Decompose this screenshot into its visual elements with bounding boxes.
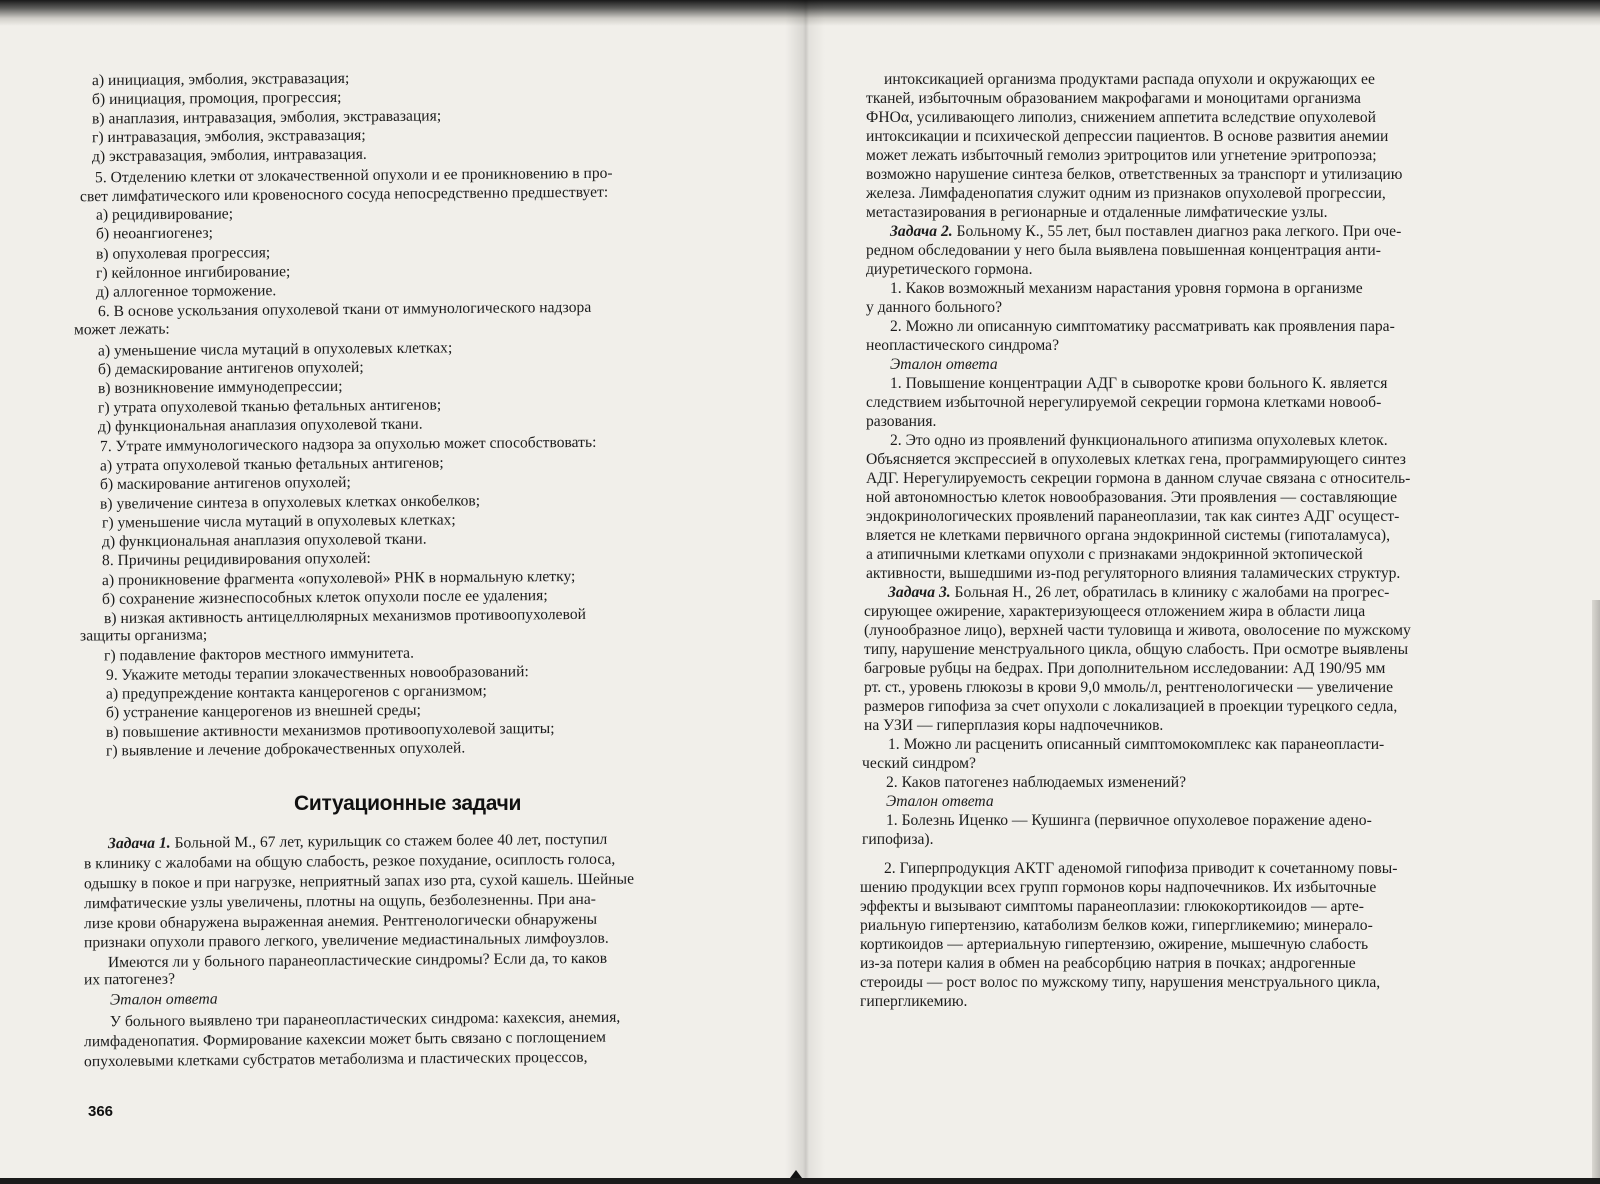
text-line: У больного выявлено три паранеопластических синдрома: кахексия, анемия, bbox=[109, 1008, 621, 1031]
text-line: г) выявление и лечение доброкачественных опухолей. bbox=[105, 739, 466, 760]
text-line: 9. Укажите методы терапии злокачественных новообразований: bbox=[105, 663, 529, 684]
text-line: лимфаденопатия. Формирование кахексии может быть связано с поглощением bbox=[83, 1028, 607, 1051]
task-2-label: Задача 2. bbox=[890, 223, 953, 240]
answer-label: Эталон ответа bbox=[109, 990, 218, 1009]
text-line: АДГ. Нерегулируемость секреции гормона в данном случае связана с относитель- bbox=[866, 470, 1411, 487]
text-line: д) функциональная анаплазия опухолевой ткани. bbox=[97, 415, 423, 436]
text-line: следствием избыточной нерегулируемой секреции гормона клетками новооб- bbox=[866, 394, 1382, 411]
text-line: (лунообразное лицо), верхней части туловища и живота, оволосение по мужскому bbox=[864, 622, 1411, 639]
text-line: д) экстравазация, эмболия, интравазация. bbox=[91, 145, 367, 166]
text-line: Объясняется экспрессией в опухолевых клетках гена, программирующего синтез bbox=[866, 451, 1406, 468]
text-line: в) низкая активность антицеллюлярных механизмов противоопухолевой bbox=[103, 605, 587, 628]
text-line: рт. ст., уровень глюкозы в крови 9,0 ммоль/л, рентгенологически — увеличение bbox=[864, 679, 1394, 696]
text-line: лизе крови обнаружена выраженная анемия. Рентгенологически обнаружены bbox=[83, 910, 598, 933]
text-line: у данного больного? bbox=[866, 299, 1003, 316]
text-line: ФНОα, усиливающего липолиз, снижением аппетита вследствие опухолевой bbox=[866, 109, 1377, 126]
text-line: багровые рубцы на бедрах. При дополнительном исследовании: АД 190/95 мм bbox=[864, 660, 1386, 677]
task-2-text: Больному К., 55 лет, был поставлен диагноз рака легкого. При оче- bbox=[952, 223, 1402, 240]
text-line: интоксикацией организма продуктами распада опухоли и окружающих ее bbox=[884, 71, 1375, 88]
text-line: б) сохранение жизнеспособных клеток опухоли после ее удаления; bbox=[101, 587, 548, 608]
text-line: одышку в покое и при нагрузке, неприятный запах изо рта, сухой кашель. Шейные bbox=[83, 870, 635, 893]
text-line: сирующее ожирение, характеризующееся отложением жира в области лица bbox=[864, 603, 1366, 620]
text-line: типу, нарушение менструального цикла, общую слабость. При осмотре выявлены bbox=[864, 641, 1409, 658]
text-line: г) кейлонное ингибирование; bbox=[95, 263, 291, 282]
text-line: железа. Лимфаденопатия служит одним из признаков опухолевой прогрессии, bbox=[866, 185, 1386, 202]
text-line: б) устранение канцерогенов из внешней среды; bbox=[105, 701, 422, 722]
book-gutter bbox=[785, 0, 825, 1184]
text-line: 6. В основе ускользания опухолевой ткани от иммунологического надзора bbox=[97, 298, 592, 321]
text-line: в) анаплазия, интравазация, эмболия, экстравазация; bbox=[91, 107, 442, 128]
text-line: Имеются ли у больного паранеопластические синдромы? Если да, то каков bbox=[107, 949, 608, 972]
task-1-text: Больной М., 67 лет, курильщик со стажем более 40 лет, поступил bbox=[170, 830, 608, 852]
text-line: опухолевыми клетками субстратов метаболизма и пластических процессов, bbox=[83, 1048, 588, 1071]
text-line: а) инициация, эмболия, экстравазация; bbox=[91, 69, 350, 90]
text-line: 8. Причины рецидивирования опухолей: bbox=[101, 549, 371, 570]
text-line: интоксикации и психической депрессии пациентов. В основе развития анемии bbox=[866, 128, 1389, 145]
text-line: в) возникновение иммунодепрессии; bbox=[97, 377, 343, 398]
text-line: б) демаскирование антигенов опухолей; bbox=[97, 358, 364, 379]
text-line: г) утрата опухолевой тканью фетальных антигенов; bbox=[97, 396, 442, 417]
text-line: а) рецидивирование; bbox=[95, 205, 234, 224]
task-1-label: Задача 1. bbox=[107, 834, 171, 853]
text-line: возможно нарушение синтеза белков, ответственных за транспорт и утилизацию bbox=[866, 166, 1403, 183]
text-line: кортикоидов — артериальную гипертензию, ожирение, мышечную слабость bbox=[860, 936, 1369, 953]
text-line: в) опухолевая прогрессия; bbox=[95, 244, 271, 263]
text-line: эффекты и вызывают симптомы паранеоплазии: глюкокортикоидов — арте- bbox=[860, 898, 1364, 915]
text-line: диуретического гормона. bbox=[866, 261, 1033, 278]
text-line: ной автономностью клеток новообразования. Эти проявления — составляющие bbox=[866, 489, 1398, 506]
task-3-first-line bbox=[888, 583, 1389, 602]
text-line: гипергликемию. bbox=[860, 993, 968, 1010]
task-3-label: Задача 3. bbox=[888, 584, 951, 601]
text-line: а) предупреждение контакта канцерогенов с организмом; bbox=[105, 682, 487, 703]
text-line: 7. Утрате иммунологического надзора за опухолью может способствовать: bbox=[99, 433, 597, 456]
text-line: метастазирования в регионарные и отдаленные лимфатические узлы. bbox=[866, 204, 1328, 221]
text-line: из-за потери калия в обмен на реабсорбцию натрия в почках; андрогенные bbox=[860, 955, 1356, 972]
text-line: неопластического синдрома? bbox=[866, 337, 1059, 354]
text-line: может лежать избыточный гемолиз эритроцитов или угнетение эритропоэза; bbox=[866, 147, 1377, 164]
text-line: эндокринологических проявлений паранеоплазии, так как синтез АДГ осущест- bbox=[866, 508, 1400, 525]
text-line: 1. Повышение концентрации АДГ в сыворотке крови больного К. является bbox=[890, 375, 1388, 392]
task-2-first-line bbox=[890, 222, 1401, 241]
text-line: г) уменьшение числа мутаций в опухолевых клетках; bbox=[101, 511, 456, 532]
page-edge bbox=[1592, 600, 1600, 1184]
text-line: а) уменьшение числа мутаций в опухолевых клетках; bbox=[97, 339, 453, 360]
task-3-text: Больная Н., 26 лет, обратилась в клинику с жалобами на прогрес- bbox=[950, 584, 1390, 601]
text-line: 1. Болезнь Иценко — Кушинга (первичное опухолевое поражение адено- bbox=[886, 812, 1372, 829]
text-line: б) маскирование антигенов опухолей; bbox=[99, 473, 351, 494]
text-line: 1. Можно ли расценить описанный симптомокомплекс как паранеопласти- bbox=[888, 736, 1385, 753]
answer-label: Эталон ответа bbox=[890, 356, 998, 373]
text-line: в клинику с жалобами на общую слабость, резкое похудание, осиплость голоса, bbox=[83, 850, 616, 873]
answer-label: Эталон ответа bbox=[886, 793, 994, 810]
text-line: 2. Можно ли описанную симптоматику рассматривать как проявления пара- bbox=[890, 318, 1395, 335]
text-line: 5. Отделению клетки от злокачественной опухоли и ее проникновению в про- bbox=[94, 164, 613, 187]
text-line: на УЗИ — гиперплазия коры надпочечников. bbox=[864, 717, 1164, 734]
text-line: в) повышение активности механизмов противоопухолевой защиты; bbox=[105, 720, 555, 741]
section-heading: Ситуационные задачи bbox=[294, 792, 522, 815]
text-line: размеров гипофиза за счет опухоли с локализацией в проекции турецкого седла, bbox=[864, 698, 1398, 715]
text-line: г) подавление факторов местного иммунитета. bbox=[103, 644, 415, 665]
text-line: а) утрата опухолевой тканью фетальных антигенов; bbox=[99, 454, 444, 475]
text-line: б) неоангиогенез; bbox=[95, 224, 214, 243]
text-line: гипофиза). bbox=[862, 831, 934, 848]
text-line: разования. bbox=[866, 413, 937, 430]
text-line: 1. Каков возможный механизм нарастания уровня гормона в организме bbox=[890, 280, 1363, 297]
text-line: б) инициация, промоция, прогрессия; bbox=[91, 88, 342, 109]
text-line: г) интравазация, эмболия, экстравазация; bbox=[91, 126, 366, 147]
text-line: д) аллогенное торможение. bbox=[95, 282, 277, 301]
text-line: тканей, избыточным образованием макрофагами и моноцитами организма bbox=[866, 90, 1361, 107]
text-line: активности, вышедшими из-под регуляторного влияния таламических структур. bbox=[866, 565, 1401, 582]
text-line: 2. Каков патогенез наблюдаемых изменений? bbox=[886, 774, 1187, 791]
text-line: в) увеличение синтеза в опухолевых клетках онкобелков; bbox=[99, 492, 481, 513]
text-line: 2. Это одно из проявлений функционального атипизма опухолевых клеток. bbox=[890, 432, 1388, 449]
text-line: редном обследовании у него была выявлена повышенная концентрация анти- bbox=[866, 242, 1381, 259]
text-line: д) функциональная анаплазия опухолевой ткани. bbox=[101, 530, 427, 551]
text-line: 2. Гиперпродукция АКТГ аденомой гипофиза приводит к сочетанному повы- bbox=[884, 860, 1398, 877]
text-line: защиты организма; bbox=[79, 626, 208, 645]
text-line: а) проникновение фрагмента «опухолевой» РНК в нормальную клетку; bbox=[101, 567, 576, 590]
text-line: шению продукции всех групп гормонов коры надпочечников. Их избыточные bbox=[860, 879, 1377, 896]
text-line: лимфатические узлы увеличены, плотны на ощупь, безболезненны. При ана- bbox=[83, 890, 597, 913]
text-line: признаки опухоли правого легкого, увеличение медиастинальных лимфоузлов. bbox=[83, 929, 609, 952]
text-line: вляется не клетками первичного органа эндокринной системы (гипоталамуса), bbox=[866, 527, 1391, 544]
text-line: ческий синдром? bbox=[862, 755, 976, 772]
text-line: а атипичными клетками опухоли с признаками эндокринной эктопической bbox=[866, 546, 1363, 563]
text-line: стероиды — рост волос по мужскому типу, нарушения менструального цикла, bbox=[860, 974, 1381, 991]
text-line: их патогенез? bbox=[83, 970, 176, 989]
text-line: риальную гипертензию, катаболизм белков кожи, гипергликемию; минерало- bbox=[860, 917, 1373, 934]
text-line: свет лимфатического или кровеносного сосуда непосредственно предшествует: bbox=[79, 183, 609, 206]
bottom-edge bbox=[0, 1178, 1600, 1184]
text-line: может лежать: bbox=[73, 320, 170, 339]
page-number: 366 bbox=[88, 1103, 114, 1120]
